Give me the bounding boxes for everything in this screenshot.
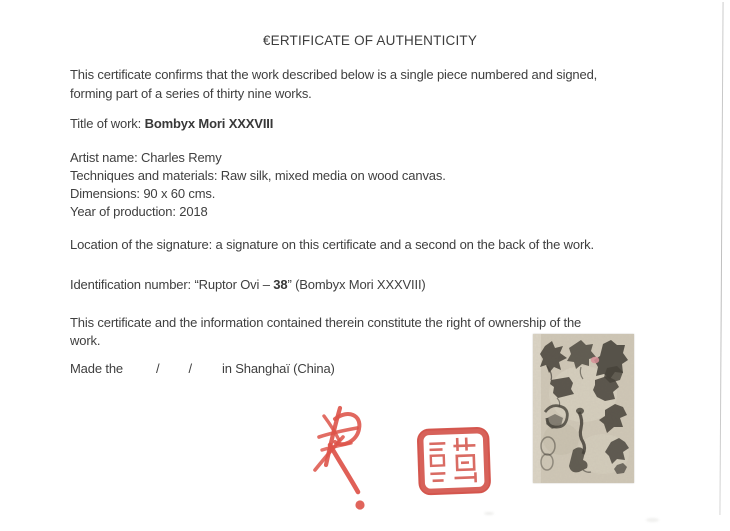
made-prefix: Made the [70, 361, 124, 376]
page-title: €ERTIFICATE OF AUTHENTICITY [262, 33, 478, 48]
signature-ink-dot [355, 500, 364, 509]
ownership-line-2: work. [70, 333, 101, 348]
intro-line-1: This certificate confirms that the work described below is a single piece numbered and signed, [70, 67, 598, 82]
work-title-value: Bombyx Mori XXXVIII [144, 116, 274, 131]
intro-line-2: forming part of a series of thirty nine works. [70, 85, 312, 101]
identification-prefix: Identification number: “Ruptor Ovi – [70, 277, 274, 292]
scan-smudge [646, 518, 659, 522]
ownership-line-1: This certificate and the information contained therein constitute the right of ownership of the [70, 315, 582, 330]
scan-smudge [484, 512, 494, 515]
intro-paragraph [70, 66, 597, 103]
dimensions-line: Dimensions: 90 x 60 cms. [70, 186, 216, 201]
scan-page-edge-line [719, 2, 723, 515]
date-slash-2: / [188, 361, 192, 376]
identification-suffix: ” (Bombyx Mori XXXVIII) [287, 277, 426, 292]
date-slash-1: / [156, 361, 160, 376]
seal-stamp-icon [411, 424, 500, 502]
identification-number: 38 [273, 277, 288, 292]
work-title-label: Title of work: [70, 116, 145, 131]
made-location: in Shanghaï (China) [221, 361, 335, 376]
work-title-line [70, 116, 273, 131]
signature-location-line: Location of the signature: a signature on this certificate and a second on the back of the work. [70, 237, 594, 252]
artwork-photo [533, 334, 634, 483]
artist-name-line: Artist name: Charles Remy [70, 150, 222, 165]
identification-line [70, 277, 426, 292]
made-date-line [70, 361, 335, 376]
pink-mark [591, 357, 599, 364]
production-year-line: Year of production: 2018 [70, 204, 208, 219]
hand-signature-icon [300, 398, 382, 526]
work-details-block [70, 149, 446, 221]
techniques-line: Techniques and materials: Raw silk, mixed media on wood canvas. [70, 168, 446, 183]
